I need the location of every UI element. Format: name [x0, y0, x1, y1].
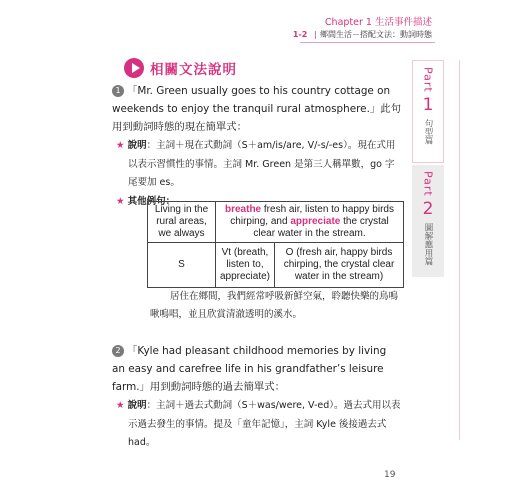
star-icon: ★	[116, 140, 125, 151]
item2-sentence-text: 「Kyle had pleasant childhood memories by living an easy and carefree life in his grandfather’s leisure farm.」用到動詞時態的過去簡單式：	[112, 345, 387, 393]
star-icon: ★	[116, 400, 125, 411]
item1-sentence-text: 「Mr. Green usually goes to his country cottage on weekends to enjoy the tranquil rural atmosphere.」此句用到動詞時態的現在簡單式：	[112, 85, 402, 133]
part2-number: 2	[422, 198, 434, 219]
item2-note	[112, 397, 402, 453]
item1-note-label: 說明	[127, 140, 147, 151]
item1-note-text: ：主詞＋現在式動詞（S＋am/is/are, V/-s/-es）。現在式用以表示習慣性的事情。主詞 Mr. Green 是第三人稱單數，go 字尾要加 es。	[128, 140, 396, 188]
item1-note	[112, 137, 402, 193]
table-cell	[216, 202, 404, 243]
part1-label: Part	[421, 67, 435, 93]
section-topic: 鄉間生活	[320, 30, 352, 39]
item1-number-badge: 1	[112, 85, 124, 97]
highlight-verb: appreciate	[290, 216, 341, 227]
table-row	[148, 243, 404, 288]
grammar-item-1	[112, 82, 402, 210]
part2-name: 圖解應用篇	[423, 222, 433, 266]
section-dash: －	[352, 30, 360, 39]
section-subtitle	[293, 29, 432, 40]
star-icon: ★	[116, 195, 125, 207]
chapter-title: Chapter 1 生活事件描述	[324, 17, 432, 28]
table-cell: O (fresh air, happy birds chirping, the crystal clear water in the stream)	[275, 243, 404, 288]
example-translation: 居住在鄉間，我們經常呼吸新鮮空氣，聆聽快樂的鳥鳴啾鳴唱，並且欣賞清澈透明的溪水。	[150, 291, 399, 320]
grammar-item-2	[112, 342, 402, 453]
section-title: 相關文法說明	[150, 62, 237, 78]
table-cell: Vt (breath, listen to, appreciate)	[216, 243, 275, 288]
example-table	[147, 201, 404, 288]
part2-label: Part	[421, 171, 435, 197]
table-text: fresh air, listen to happy birds chirping, and	[230, 204, 394, 227]
part1-name: 句型篇	[423, 118, 433, 145]
part1-tab[interactable]	[412, 60, 444, 163]
highlight-verb: breathe	[225, 204, 262, 215]
item1-sentence	[112, 82, 402, 136]
part1-number: 1	[422, 94, 434, 115]
item2-number-badge: 2	[112, 345, 124, 357]
section-number: 1-2	[292, 30, 308, 39]
table-text: the crystal clear water in the stream.	[253, 216, 389, 239]
item1-examples-label: 其他例句：	[127, 195, 176, 207]
separator-bar: |	[314, 30, 317, 39]
section-heading	[124, 58, 237, 78]
table-cell: Living in the rural areas, we always	[148, 202, 216, 243]
play-icon	[124, 58, 144, 78]
header-divider	[300, 42, 435, 43]
item2-note-label: 說明	[127, 400, 147, 411]
table-row	[148, 202, 404, 243]
page-number: 19	[384, 470, 396, 480]
table-cell: S	[148, 243, 216, 288]
section-grammar: 搭配文法：動詞時態	[360, 30, 432, 39]
item2-note-text: ：主詞＋過去式動詞（S＋was/were, V-ed）。過去式用以表示過去發生的事情。提及「童年記憶」，主詞 Kyle 後接過去式 had。	[128, 400, 401, 448]
item2-sentence	[112, 342, 402, 396]
sidebar-divider	[459, 60, 460, 440]
part2-tab[interactable]	[412, 165, 444, 277]
